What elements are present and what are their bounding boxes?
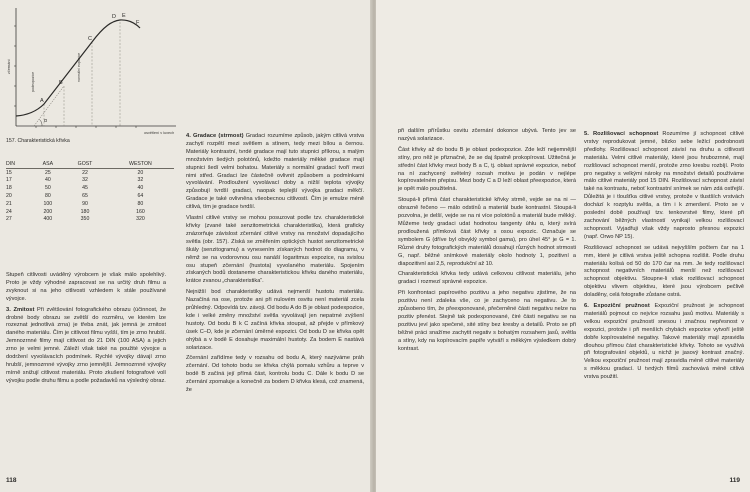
table-cell: 45 — [82, 185, 88, 192]
table-cell: 180 — [80, 208, 90, 215]
table-cell: 40 — [137, 185, 144, 192]
paragraph: Nejnižší bod charakteristiky udává nejmenší hustotu materiálu. Nazačíná na ose, protože ani při nulovém osvitu není materiál zcela průhledný. Odpovídá tzv. závoji. Od bodu A do B je oblast podexpozice, kde i velké změny množství světla vyvolávají jen nepatrné zvýšení hustoty. Od bodu B k C začíná křivka stoupat, až přejde v přímkový úsek C–D, kde je zčernání úměrné expozici. Od bodu D se křivka opět ohýbá a v bodě E dosahuje maximální hustoty. Za bodem E nastává solarizace. — [186, 289, 364, 351]
point-label-c: C — [88, 36, 92, 42]
section-heading: 3. Zmitost — [6, 306, 35, 313]
table-cell: 90 — [82, 200, 88, 207]
table-row — [6, 216, 174, 224]
paragraph-body: Rozumíme jí schopnost citlivé vrstvy reprodukovat jemné, blízko sebe ležící podrobnosti předlohy. Rozlišovací schopnost závisí na druhu a citlivosti materiálu. Velmi citlivé materiály, které jsou hrubozrnné, mají rozlišovací schopnost menší, protože zrno kresbu rozbíjí. Proto pro negativy s velkými nároky na množství detailů používáme málo citlivé materiály pod 15 DIN. Rozlišovací schopnost závisí také na kontrastu, neboť kontrastní snímek se nám zdá ostřejší. Důležitá je i tloušťka citlivé vrstvy, protože v tlustších vrstvách dochází k rozptylu světla, a tím i k zmenšení. Proto se v poslední době používají tzv. tenkovrstvé filmy, které při zachování běžných vlastností vynikají velkou rozlišovací schopností. Vyjadřuji však vždy naprosto přesnou expozici (např. Orwo NP 15). — [584, 131, 744, 240]
table-cell: 64 — [137, 192, 144, 199]
table-row — [6, 200, 174, 208]
table-cell: 80 — [44, 192, 51, 199]
tangent-line — [34, 86, 64, 126]
left-page — [0, 0, 372, 492]
paragraph: při dalším přírůstku osvitu zčernání dokonce ubývá. Tento jev se nazývá solarizace. — [398, 128, 576, 142]
table-cell: 20 — [6, 192, 12, 199]
table-cell: 50 — [44, 185, 51, 192]
point-label-a: A — [40, 98, 44, 104]
section-heading: 5. Rozlišovací schopnost — [584, 131, 659, 137]
paragraph: Stoupá-li přímá část charakteristické křivky strmě, vejde se na ni — obrazně řečeno — málo odstínů a materiál bude kontrastní. Stoupá-li pozvolna, je delší, vejde se na ni více polotónů a materiál bude měkký. Můžeme tedy gradaci udat hodnotou tangenty úhlu α, který svírá prodloužená přímková část křivky s osou expozic. Označuje se symbolem G (dříve byl obvyklý symbol gama), pro úhel 45° je G = 1. Různé druhy fotografických materiálů dosahují různých hodnot strmosti G, např. běžné snímkové materiály okolo hodnoty 1, pozitivní a diapozitivní asi 2,5, reprodukční až 10. — [398, 197, 576, 267]
paragraph: Při konfrontaci papírového pozitivu a jeho negativu zjistíme, že na pozitivu není zdaleka vše, co je zachyceno na negativu. Je to způsobeno tím, že přeexponované, přečerněné části negativu nelze na pozitiv přenést. Stejně tak podexponované, čiré části negativu se na pozitivu jeví jako spečené, sité stíny bez kresby a detailů. Proto se při běžné práci snažíme zachytit negativ s bohatým rozsahem jasů, světla a stíny, kdy na kopírovacím papíře vytváří s měkkým výsledkem dobrý kontrast. — [398, 290, 576, 352]
angle-arc — [40, 120, 43, 127]
table-cell: 65 — [82, 192, 88, 199]
table-cell: 350 — [80, 216, 90, 223]
region-label-underexposure: podexpozice — [31, 71, 35, 92]
table-header-row — [6, 160, 174, 169]
paragraph-body: Při zvětšování fotografického obrazu (účinnost, že drobné body obrazu se zvětší do rozměru, ve kterém lze rozeznat jednotlivá zrna) je třeba znát, jak jemná je zrnitost daného materiálu. Čím je citlivost filmu vyšší, tím je zrno hrubší. Jemnozrnné filmy mají citlivost do 21 DIN (100 ASA) a jejich zrno je velmi jemné. Záleží však také na použité vývojce a dodržení vyvolávacích podmínek. Rychlé vývojky dávají zrno hrubší, jemnozrnné vývojky zrno jemnější. Jemnozrnné vývojky mírně snižují citlivost materiálu. Proto zkušení fotografové volí vývojku podle druhu filmu a podle požadavků na výsledný obraz. — [6, 306, 166, 384]
table-header: GOST — [63, 160, 107, 169]
table-cell: 40 — [44, 177, 51, 184]
table-cell: 27 — [6, 216, 12, 223]
table-cell: 80 — [137, 200, 144, 207]
chart-svg — [4, 4, 182, 136]
table-cell: 32 — [82, 177, 88, 184]
table-header: WESTON — [107, 160, 174, 169]
paragraph: Část křivky až do bodu B je oblast podexpozice. Zde leží nejjemnější stíny, pro něž je přiznačné, že se daj špatně prokopírovat. Užitečná je střední část křivky mezi body B a C, tj. oblast správné expozice, neboť na ní zachycený světelný rozsah motivu je podán v nejlépe kopírovatelném přepisu. Mezi body C a D leží oblast přeexpozice, která je opět málo použitelná. — [398, 146, 576, 193]
paragraph: Vlastní citlivé vrstvy se mohou posuzovat podle tzv. charakteristické křivky (zvané také senzitometrická charakteristika), která graficky znázorňuje závislost zčernání citlivé vrstvy na množství dopadajícího světla (obr. 157). Získá se změřením optických hustot senzitometrické škály (senzitogramu) a vynesením získaných hodnot do diagramu, v němž se na vodorovnou osu nanáší logaritmus expozice, na svislou osu stupeň zčernání (hustota) vyvolaného materiálu. Spojením získaných bodů dostaneme charakteristickou křivku daného materiálu, krátce zvanou „charakteristika“. — [186, 215, 364, 285]
y-axis-label: zčernání — [7, 59, 11, 74]
x-axis-label: osvětlení v luxech — [144, 131, 175, 135]
page-number-right: 119 — [729, 477, 740, 484]
table-cell: 15 — [6, 169, 12, 176]
section-heading: 4. Gradace (strmost) — [186, 133, 244, 139]
table-row — [6, 185, 174, 193]
table-row — [6, 208, 174, 216]
point-label-f: F — [136, 20, 140, 26]
paragraph: Rozlišovací schopnost se udává nejvyšším počtem čar na 1 mm, které je citlivá vrstva ještě schopna rozlišit. Podle druhu materiálu kolísá od 50 do 170 čar na mm. Je tedy rozlišovací schopnost negativních materiálů menší než rozlišovací schopnost objektivu. Stoupne-li však rozlišovací schopnost objektivu vlivem objektivu, které jsou výrobcem pečlivě doladěny, celá fotografie zůstane ostrá. — [584, 244, 744, 299]
table-row — [6, 177, 174, 185]
table-cell: 22 — [82, 169, 88, 176]
table-cell: 200 — [43, 208, 53, 215]
sensitivity-table — [6, 160, 174, 223]
paragraph: Stupeň citlivosti uváděný výrobcem je však málo spolehlivý. Proto je vždy výhodné zapracovat se na určitý druh filmu a zvyknout si na jeho citlivosti vzhledem k stále používané vývojce. — [6, 272, 166, 302]
region-label-normal: normální expozice — [77, 52, 81, 82]
right-column-2 — [584, 128, 744, 385]
table-cell: 21 — [6, 200, 12, 207]
point-label-b: B — [59, 80, 63, 86]
table-row — [6, 192, 174, 200]
right-column-1 — [398, 128, 576, 356]
paragraph-body: Expoziční pružnost je schopnost materiálů pojmout co nejvíce rozsahu jasů motivu. Materiály s velkou expoziční pružností snesou i značnou nepřesnost v expozici, protože i při menších chybách expozice vytvoří ještě dobře kopírovatelné negativy. Takové materiály mají zpravidla dlouhou přímou část charakteristické křivky. Tohoto se využívá při fotografování objektů, u nichž je jasový kontrast značný. Velkou expoziční pružnost mají zpravidla méně citlivé materiály s měkkou gradací. U tvrdých filmů zachovává méně citlivá vrstva použití. — [584, 303, 744, 381]
paragraph: Zčernání zařídíme tedy v rozsahu od bodu A, který nazýváme práh zčernání. Od tohoto bodu se křivka chýlá pomalu vzhůru a teprve v bodě B začíná její přímá část, kontrolu bodu C. Dále k bodu D se zčernání zpomaluje a konečně za bodem D křivka klesá, což znamená, že — [186, 355, 364, 394]
paragraph: Charakteristická křivka tedy udává celkovou citlivost materiálu, jeho gradaci i rozmezí správné expozice. — [398, 271, 576, 286]
left-column-1 — [6, 272, 166, 389]
table-cell: 100 — [43, 200, 53, 207]
table-cell: 32 — [137, 177, 144, 184]
paragraph-body: Gradaci rozumíme způsob, jakým citlivá vrstva zachytí rozpětí mezi světlem a stínem, tedy mezi bílou a černou. Materiály kontrastní, tvrdé gradace mají tuto stupnici příkrou, s malým množstvím šedých polotónů, kdežto materiály měkké gradace mají stupnici šedí velmi bohatou. Materiály s normální gradací tvoří mezi nimi střed. Gradaci lze částečně ovlivnit způsobem a podmínkami vyvolávání. Prodloužení vyvolávací doby a nižší teplota vývojky způsobují tvrdší gradaci, naopak teplejší vývojka gradaci měkčí. Gradace je také ovlivněna všeobecnou citlivostí. Čím je emulze méně citlivá, tím je gradace tvrdší. — [186, 133, 364, 211]
table-header: ASA — [32, 160, 63, 169]
table-cell: 25 — [44, 169, 51, 176]
figure-caption: 157. Charakteristická křivka — [6, 138, 70, 144]
table-cell: 160 — [136, 208, 145, 215]
table-cell: 18 — [6, 185, 12, 192]
angle-label: α — [44, 118, 47, 124]
section-heading: 6. Expoziční pružnost — [584, 303, 650, 310]
page-number-left: 118 — [6, 477, 17, 484]
characteristic-curve-chart — [4, 4, 182, 136]
point-label-e: E — [122, 13, 126, 19]
table-cell: 24 — [6, 208, 12, 215]
left-column-2 — [186, 130, 364, 398]
table-row — [6, 169, 174, 177]
table-cell: 400 — [43, 216, 53, 223]
right-page — [376, 0, 750, 492]
table-header: DIN — [6, 160, 32, 169]
table-cell: 20 — [137, 169, 144, 176]
point-label-d: D — [112, 14, 116, 20]
table-cell: 17 — [6, 177, 12, 184]
region-dividers — [44, 22, 120, 126]
table-cell: 320 — [136, 216, 145, 223]
